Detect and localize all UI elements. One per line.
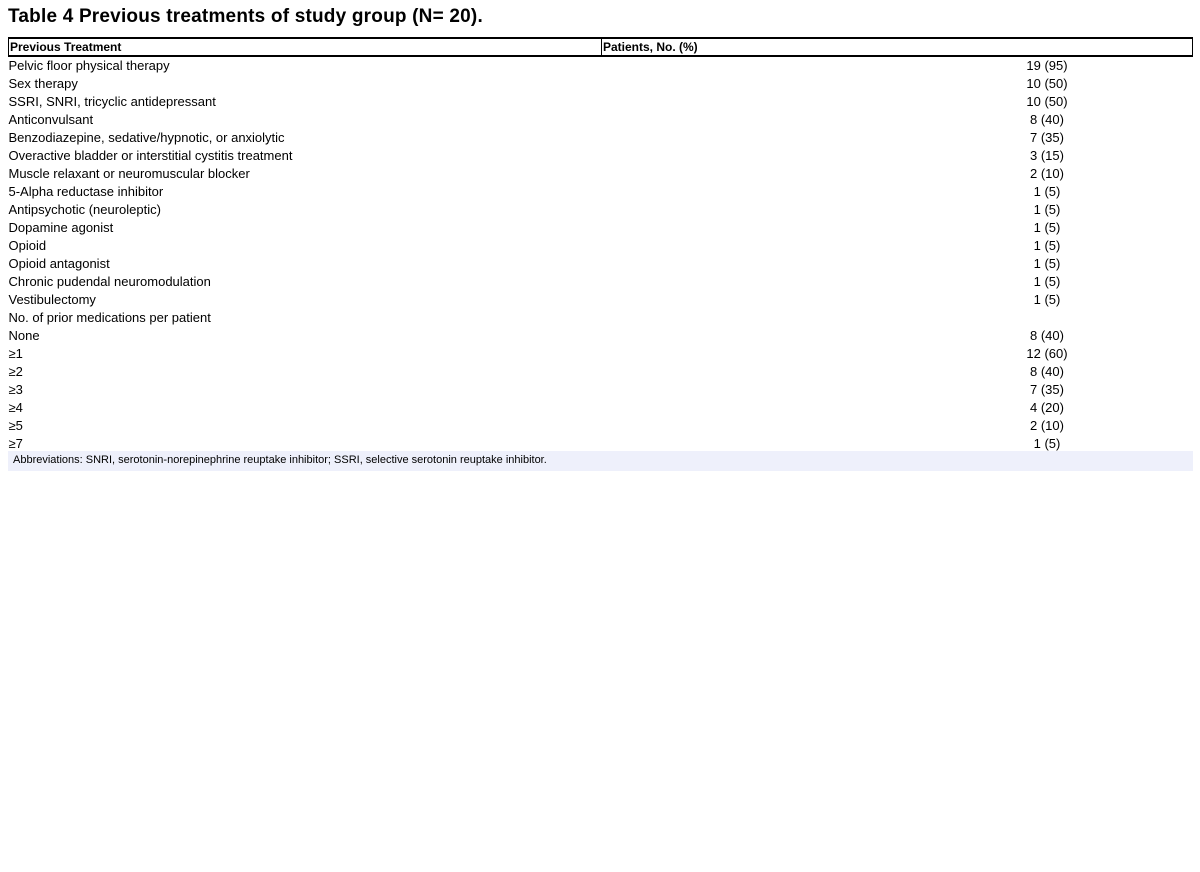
treatment-label: Muscle relaxant or neuromuscular blocker	[8, 166, 250, 181]
table-row	[9, 75, 1193, 93]
table-row	[9, 93, 1193, 111]
table-row	[9, 381, 1193, 399]
header-patients-count: Patients, No. (%)	[602, 38, 1193, 56]
treatment-label: Opioid antagonist	[8, 256, 110, 271]
treatment-label: SSRI, SNRI, tricyclic antidepressant	[8, 94, 216, 109]
treatment-label: ≥5	[8, 418, 23, 433]
treatment-label: ≥7	[8, 436, 23, 451]
patients-value: 7 (35)	[1030, 382, 1064, 397]
table-row	[9, 111, 1193, 129]
table-row	[9, 417, 1193, 435]
treatment-label: Chronic pudendal neuromodulation	[8, 274, 211, 289]
table-title: Table 4 Previous treatments of study group (N= 20).	[8, 6, 483, 27]
table-row	[9, 219, 1193, 237]
treatment-label: Dopamine agonist	[8, 220, 114, 235]
previous-treatments-table	[8, 37, 1193, 453]
treatment-label: Vestibulectomy	[8, 292, 96, 307]
table-row	[9, 183, 1193, 201]
patients-value: 7 (35)	[1030, 130, 1064, 145]
table-row	[9, 363, 1193, 381]
patients-value: 1 (5)	[1033, 220, 1061, 235]
treatment-label: Pelvic floor physical therapy	[8, 58, 170, 73]
patients-value: 1 (5)	[1033, 202, 1061, 217]
treatment-label: ≥3	[8, 382, 23, 397]
table-row	[9, 129, 1193, 147]
patients-value: 1 (5)	[1033, 436, 1061, 451]
table-body	[9, 56, 1193, 453]
table-row	[9, 237, 1193, 255]
table-row	[9, 345, 1193, 363]
treatment-label: 5-Alpha reductase inhibitor	[8, 184, 164, 199]
treatment-label: ≥2	[8, 364, 23, 379]
patients-value: 1 (5)	[1033, 238, 1061, 253]
treatment-label: Anticonvulsant	[8, 112, 94, 127]
patients-value: 3 (15)	[1030, 148, 1064, 163]
treatment-label: Antipsychotic (neuroleptic)	[8, 202, 161, 217]
table-header-row	[9, 38, 1193, 56]
table-row	[9, 399, 1193, 417]
table-row	[9, 273, 1193, 291]
treatment-label: Benzodiazepine, sedative/hypnotic, or anxiolytic	[8, 130, 285, 145]
patients-value: 1 (5)	[1033, 184, 1061, 199]
treatment-label: Sex therapy	[8, 76, 78, 91]
table-row	[9, 255, 1193, 273]
patients-value: 1 (5)	[1033, 292, 1061, 307]
patients-value: 4 (20)	[1030, 400, 1064, 415]
treatment-label: Opioid	[8, 238, 47, 253]
abbreviations-footnote: Abbreviations: SNRI, serotonin-norepinephrine reuptake inhibitor; SSRI, selective serotonin reuptake inhibitor.	[8, 451, 1193, 471]
table-row	[9, 147, 1193, 165]
treatment-label: None	[8, 328, 40, 343]
patients-value	[602, 309, 1193, 327]
patients-value: 10 (50)	[1026, 94, 1068, 109]
treatment-label: ≥1	[8, 346, 23, 361]
table-row	[9, 165, 1193, 183]
patients-value: 8 (40)	[1030, 328, 1064, 343]
patients-value: 1 (5)	[1033, 274, 1061, 289]
table-row	[9, 291, 1193, 309]
treatment-label: ≥4	[8, 400, 23, 415]
table-row	[9, 201, 1193, 219]
table-row	[9, 309, 1193, 327]
patients-value: 8 (40)	[1030, 112, 1064, 127]
table-row	[9, 327, 1193, 345]
patients-value: 12 (60)	[1026, 346, 1068, 361]
treatment-label: Overactive bladder or interstitial cystitis treatment	[8, 148, 293, 163]
patients-value: 2 (10)	[1030, 166, 1064, 181]
treatment-label: No. of prior medications per patient	[8, 310, 211, 325]
patients-value: 19 (95)	[1026, 58, 1068, 73]
patients-value: 1 (5)	[1033, 256, 1061, 271]
patients-value: 8 (40)	[1030, 364, 1064, 379]
patients-value: 10 (50)	[1026, 76, 1068, 91]
table-row	[9, 56, 1193, 75]
patients-value: 2 (10)	[1030, 418, 1064, 433]
header-previous-treatment: Previous Treatment	[9, 38, 602, 56]
